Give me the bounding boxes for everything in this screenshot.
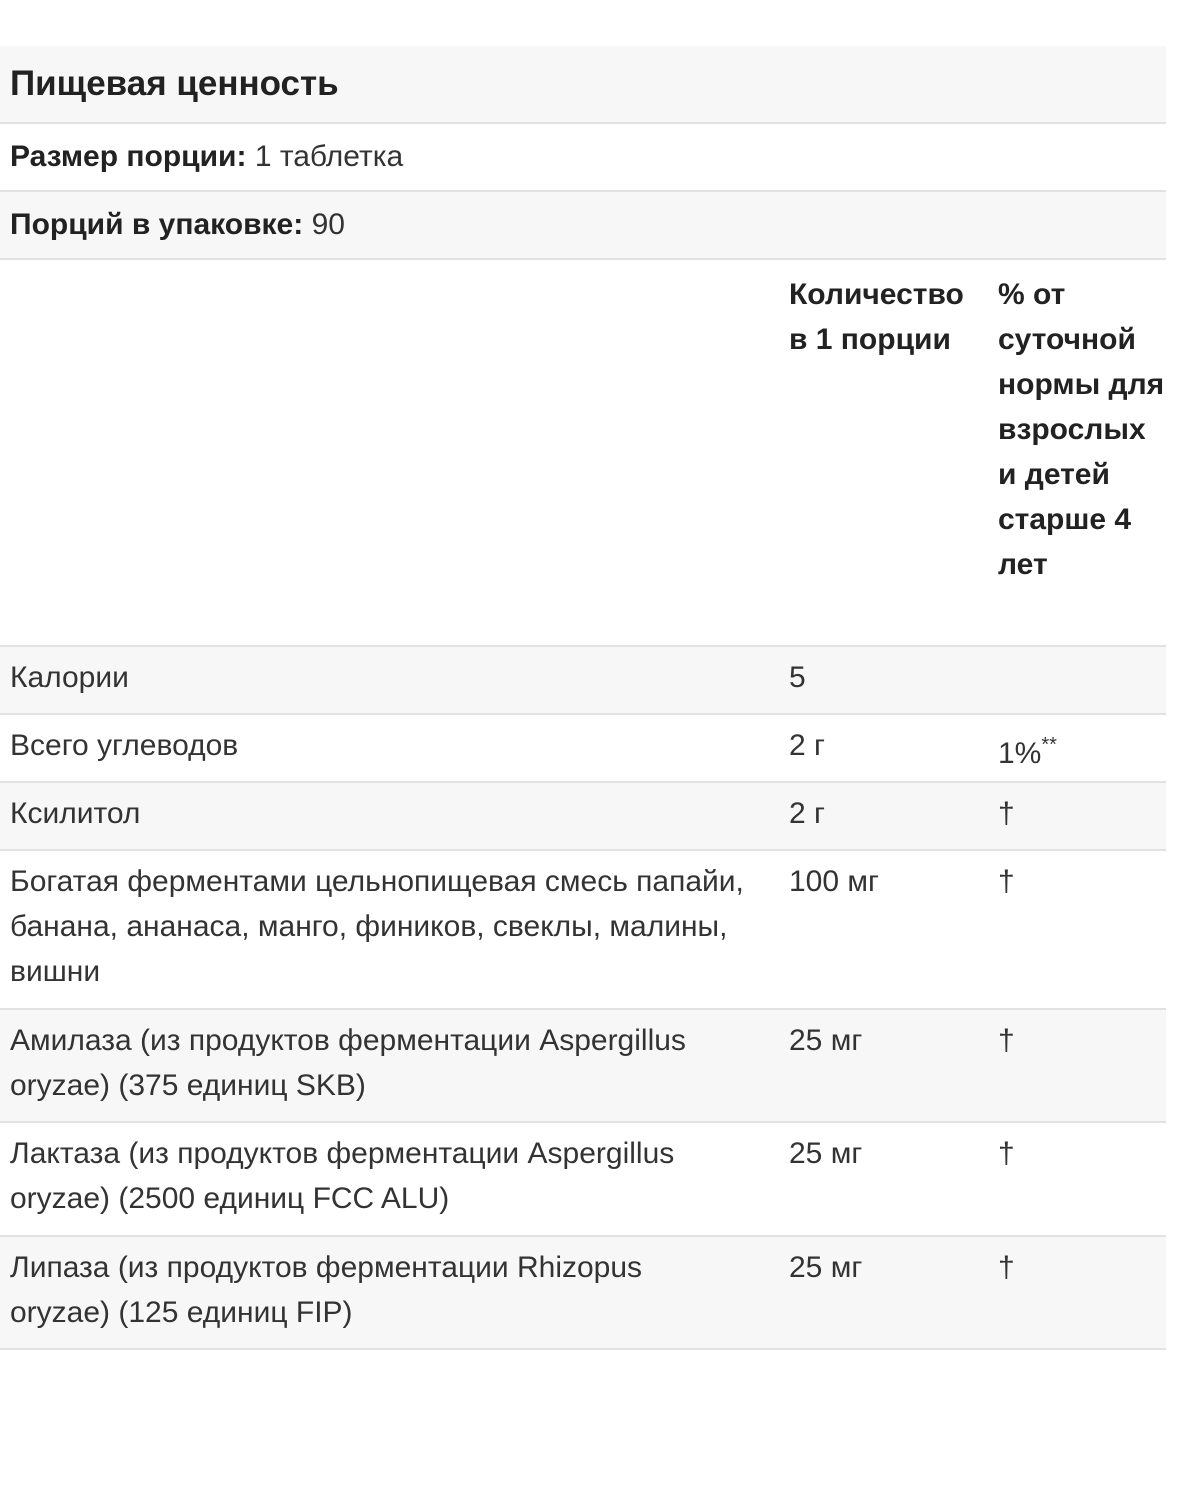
nutrient-name: Лактаза (из продуктов ферментации Aspergillus oryzae) (2500 единиц FCC ALU) [10, 1137, 675, 1215]
nutrient-row-enzyme-blend [0, 851, 1166, 1010]
nutrient-name: Липаза (из продуктов ферментации Rhizopus oryzae) (125 единиц FIP) [10, 1251, 643, 1329]
nutrient-daily-value-cell [998, 723, 1166, 776]
nutrient-amount: 25 мг [789, 1024, 863, 1057]
nutrient-name: Богатая ферментами цельнопищевая смесь папайи, банана, ананаса, манго, фиников, свеклы, малины, вишни [10, 865, 744, 988]
nutrient-daily-value: † [998, 1137, 1015, 1170]
nutrient-amount: 25 мг [789, 1137, 863, 1170]
nutrient-amount: 2 г [789, 797, 825, 830]
nutrient-amount: 5 [789, 661, 806, 694]
serving-size-label: Размер порции: [10, 140, 247, 173]
amount-header: Количество в 1 порции [789, 278, 964, 356]
nutrient-daily-value: † [998, 1024, 1015, 1057]
serving-size-value: 1 таблетка [254, 140, 404, 173]
nutrient-name: Ксилитол [10, 797, 141, 830]
nutrient-row-xylitol [0, 783, 1166, 851]
nutrient-name: Всего углеводов [10, 729, 239, 762]
nutrient-row-amylase [0, 1010, 1166, 1123]
nutrient-row-calories [0, 647, 1166, 715]
nutrient-name: Калории [10, 661, 129, 694]
daily-value-header: % от суточной нормы для взрослых и детей старше 4 лет [998, 278, 1165, 581]
nutrition-facts-table [0, 46, 1166, 1350]
nutrient-amount: 2 г [789, 729, 825, 762]
nutrient-row-lipase [0, 1237, 1166, 1350]
nutrient-daily-value: † [998, 1251, 1015, 1284]
nutrition-title-text: Пищевая ценность [10, 64, 339, 103]
nutrient-daily-value: † [998, 797, 1015, 830]
servings-label: Порций в упаковке: [10, 208, 304, 241]
nutrient-row-carbs [0, 715, 1166, 783]
nutrient-amount: 25 мг [789, 1251, 863, 1284]
servings-row [0, 192, 1166, 260]
column-header-row [0, 260, 1166, 647]
nutrient-name: Амилаза (из продуктов ферментации Aspergillus oryzae) (375 единиц SKB) [10, 1024, 686, 1102]
serving-size-row [0, 124, 1166, 192]
servings-value: 90 [311, 208, 345, 241]
nutrient-daily-value: 1% [998, 737, 1042, 770]
nutrient-daily-value: † [998, 865, 1015, 898]
nutrient-row-lactase [0, 1123, 1166, 1237]
nutrient-amount: 100 мг [789, 865, 879, 898]
footnote-mark: ** [1041, 734, 1057, 756]
nutrition-title [0, 46, 1166, 124]
